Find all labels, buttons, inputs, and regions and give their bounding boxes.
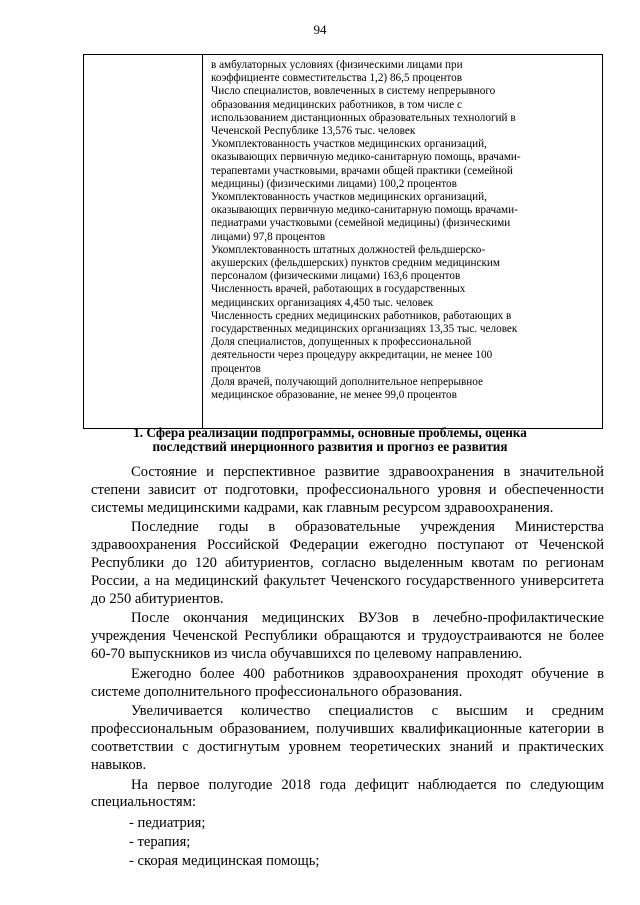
- specialty-list: [91, 814, 604, 871]
- table-line: терапевтами участковыми, врачами общей практики (семейной: [211, 164, 513, 177]
- table-line: деятельности через процедуру аккредитации, не менее 100: [211, 349, 493, 362]
- paragraph: Состояние и перспективное развитие здравоохранения в значительной степени зависит от подготовки, профессионального уровня и обеспеченности системы медицинскими кадрами, как главным ресурсом здравоохранения.: [91, 464, 604, 516]
- paragraph: Увеличивается количество специалистов с высшим и средним профессиональным образованием, получивших квалификационные категории в соответствии с достигнутым уровнем теоретических знаний и практических навыков.: [91, 703, 604, 773]
- paragraph: На первое полугодие 2018 года дефицит наблюдается по следующим специальностям:: [91, 776, 604, 811]
- table-line: Укомплектованность участков медицинских организаций,: [211, 138, 487, 151]
- indicators-table: [83, 54, 603, 429]
- list-item: - терапия;: [129, 834, 191, 851]
- table-line: коэффициенте совместительства 1,2) 86,5 процентов: [211, 72, 463, 85]
- table-line: медицинских организациях 4,450 тыс. человек: [211, 296, 434, 309]
- section-heading-line: последствий инерционного развития и прогноз ее развития: [152, 438, 508, 454]
- table-line: использованием дистанционных образовательных технологий в: [211, 111, 516, 124]
- table-cell-indicators: [211, 59, 601, 402]
- table-line: Число специалистов, вовлеченных в систему непрерывного: [211, 85, 496, 98]
- table-line: оказывающих первичную медико-санитарную помощь врачами-: [211, 204, 518, 217]
- list-item: - скорая медицинская помощь;: [129, 853, 320, 870]
- page-number: 94: [313, 22, 327, 37]
- body-text: [91, 464, 604, 871]
- table-line: персоналом (физическими лицами) 163,6 процентов: [211, 270, 461, 283]
- paragraph: Ежегодно более 400 работников здравоохранения проходят обучение в системе дополнительного профессионального образования.: [91, 665, 604, 700]
- list-item: - педиатрия;: [129, 815, 206, 832]
- table-line: Численность средних медицинских работников, работающих в: [211, 309, 512, 322]
- table-line: медицинское образование, не менее 99,0 процентов: [211, 389, 457, 402]
- table-column-divider: [202, 55, 203, 428]
- table-line: Чеченской Республике 13,576 тыс. человек: [211, 125, 416, 138]
- table-line: педиатрами участковыми (семейной медицины) (физическими: [211, 217, 511, 230]
- table-line: Доля специалистов, допущенных к профессиональной: [211, 336, 472, 349]
- table-line: образования медицинских работников, в том числе с: [211, 98, 462, 111]
- table-line: Доля врачей, получающий дополнительное непрерывное: [211, 375, 483, 388]
- table-line: в амбулаторных условиях (физическими лицами при: [211, 59, 463, 71]
- table-line: лицами) 97,8 процентов: [211, 230, 326, 243]
- paragraph: После окончания медицинских ВУЗов в лечебно-профилактические учреждения Чеченской Республики обращаются и трудоустраиваются не более 60-70 выпускников из числа обучавшихся по целевому направлению.: [91, 610, 604, 662]
- section-heading: [100, 426, 560, 453]
- table-line: Укомплектованность участков медицинских организаций,: [211, 191, 487, 204]
- table-line: оказывающих первичную медико-санитарную помощь, врачами-: [211, 151, 521, 164]
- table-line: Укомплектованность штатных должностей фельдшерско-: [211, 243, 486, 256]
- table-line: медицины) (физическими лицами) 100,2 процентов: [211, 177, 457, 190]
- section-heading-line: 1. Сфера реализации подпрограммы, основные проблемы, оценка: [133, 425, 527, 440]
- table-line: процентов: [211, 362, 261, 375]
- paragraph: Последние годы в образовательные учреждения Министерства здравоохранения Российской Федерации ежегодно поступают от Чеченской Республики до 120 абитуриентов, согласно выделенным квотам по регионам России, а на медицинский факультет Чеченского государственного университета до 250 абитуриентов.: [91, 519, 604, 607]
- table-line: государственных медицинских организациях 13,35 тыс. человек: [211, 323, 518, 336]
- table-line: акушерских (фельдшерских) пунктов средним медицинским: [211, 257, 500, 270]
- table-line: Численность врачей, работающих в государственных: [211, 283, 466, 296]
